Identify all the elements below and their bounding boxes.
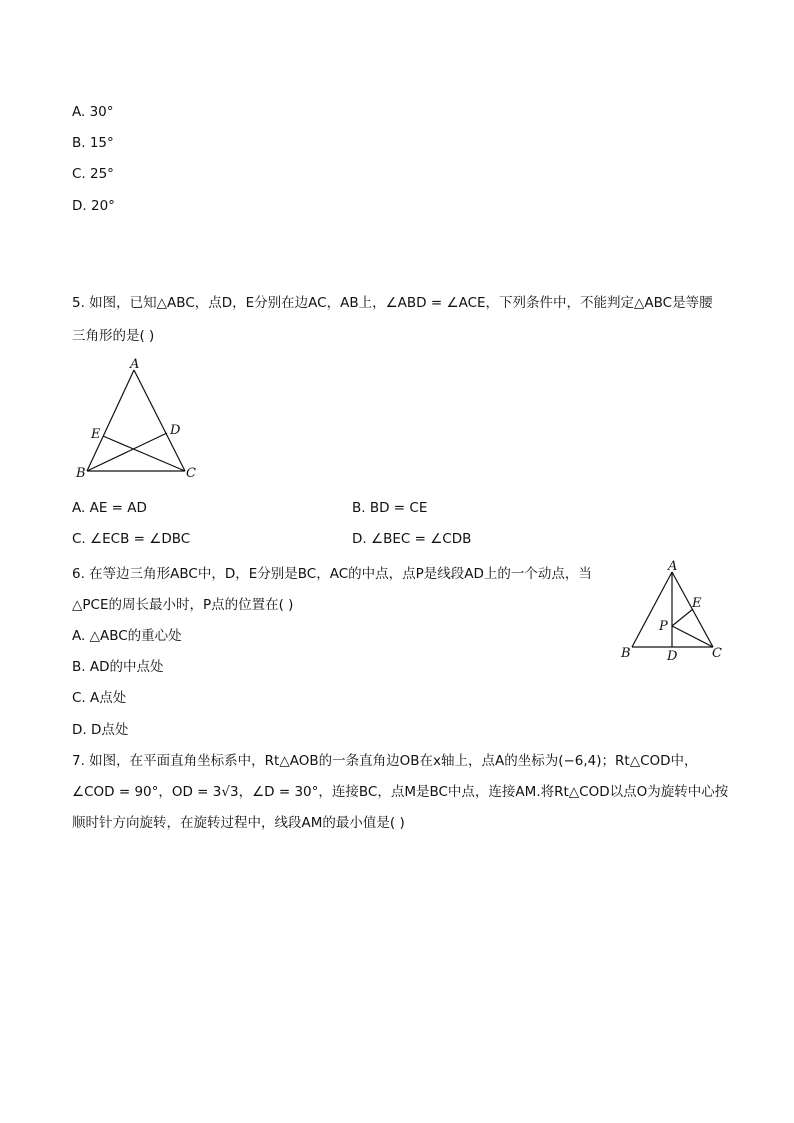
q5-stem-line2: 三角形的是( ) [72, 328, 155, 344]
q4-option-b: B. 15° [72, 135, 114, 151]
q7-stem-line1: 7. 如图，在平面直角坐标系中，Rt△AOB的一条直角边OB在x轴上，点A的坐标为(−6,4)；Rt△COD中， [72, 753, 698, 769]
q5-option-b: B. BD = CE [352, 500, 428, 516]
q5-label-b: B [76, 466, 86, 481]
q4-option-c: C. 25° [72, 166, 114, 182]
q6-label-e: E [692, 596, 702, 611]
q6-label-c: C [712, 646, 722, 661]
q6-label-a: A [668, 559, 678, 574]
q6-option-c: C. A点处 [72, 690, 127, 706]
q6-option-d: D. D点处 [72, 722, 129, 738]
q5-stem-line1: 5. 如图，已知△ABC，点D，E分别在边AC，AB上，∠ABD = ∠ACE，下列条件中，不能判定△ABC是等腰 [72, 295, 713, 311]
q5-label-a: A [130, 357, 140, 372]
q5-label-c: C [186, 466, 196, 481]
q6-label-p: P [659, 619, 668, 634]
q4-option-a: A. 30° [72, 104, 114, 120]
q5-option-a: A. AE = AD [72, 500, 147, 516]
q7-stem-line3: 顺时针方向旋转，在旋转过程中，线段AM的最小值是( ) [72, 815, 405, 831]
q6-stem-line1: 6. 在等边三角形ABC中，D，E分别是BC，AC的中点，点P是线段AD上的一个动点，当 [72, 566, 592, 582]
q5-label-d: D [170, 423, 181, 438]
q5-option-c: C. ∠ECB = ∠DBC [72, 531, 191, 547]
q6-label-d: D [667, 649, 678, 664]
q5-label-e: E [91, 427, 101, 442]
q7-stem-line2: ∠COD = 90°，OD = 3√3，∠D = 30°，连接BC，点M是BC中点，连接AM.将Rt△COD以点O为旋转中心按 [72, 784, 729, 800]
q6-option-a: A. △ABC的重心处 [72, 628, 182, 644]
q5-triangle-figure [70, 355, 210, 485]
q6-triangle-figure [615, 556, 730, 666]
q6-option-b: B. AD的中点处 [72, 659, 164, 675]
q6-stem-line2: △PCE的周长最小时，P点的位置在( ) [72, 597, 294, 613]
q6-label-b: B [621, 646, 631, 661]
q4-option-d: D. 20° [72, 198, 115, 214]
q5-option-d: D. ∠BEC = ∠CDB [352, 531, 472, 547]
